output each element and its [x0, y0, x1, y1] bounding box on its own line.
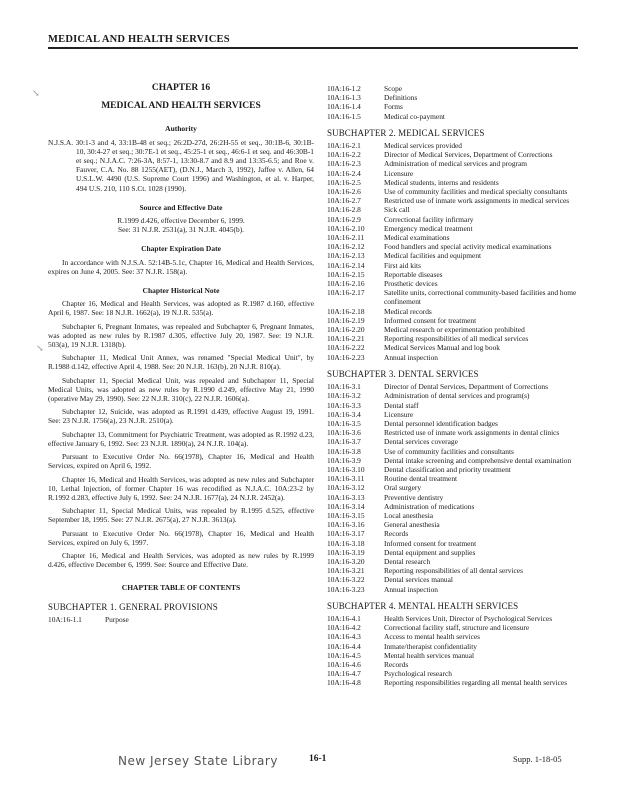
- toc-entry-title: Medical facilities and equipment: [384, 251, 482, 261]
- toc-entry: [327, 224, 579, 233]
- toc-entry-title: Definitions: [384, 93, 418, 103]
- toc-entry-number: 10A:16-2.20: [327, 325, 365, 335]
- toc-entry-number: 10A:16-1.4: [327, 102, 361, 112]
- toc-entry: [327, 261, 579, 270]
- toc-entry-number: 10A:16-2.3: [327, 159, 361, 169]
- toc-entry-title: Administration of medical services and program: [384, 159, 528, 169]
- page-number: 16-1: [309, 754, 327, 764]
- toc-entry-title: Correctional facility infirmary: [384, 214, 474, 224]
- history-paragraph: Subchapter 11, Special Medical Unit, was repealed and Subchapter 11, Special Medical Units, was adopted as new rules by R.1990 d.249, effective May 21, 1990 (operative May 29, 1990). See: 22 N.J.R. 310(c), 22 N.J.R. 1606(a).: [48, 375, 314, 404]
- toc-entry-number: 10A:16-3.20: [327, 556, 365, 566]
- toc-entry: [327, 529, 579, 538]
- toc-entry-title: Preventive dentistry: [384, 492, 444, 502]
- toc-entry: [327, 169, 579, 178]
- toc-entry: [327, 474, 579, 483]
- history-paragraph: Subchapter 13, Commitment for Psychiatric Treatment, was adopted as R.1992 d.23, effective January 6, 1992. See: 23 N.J.R. 1890(a), 24 N.J.R. 104(a).: [48, 429, 314, 448]
- toc-entry: [327, 316, 579, 325]
- toc-entry-title: Informed consent for treatment: [384, 538, 477, 548]
- source-line: See: 31 N.J.R. 2531(a), 31 N.J.R. 4045(b).: [117, 225, 245, 235]
- toc-entry: [327, 614, 579, 623]
- toc-entry: [327, 382, 579, 391]
- toc-entry-title: Use of community facilities and consultants: [384, 446, 514, 456]
- left-column: [48, 84, 314, 624]
- subchapter-3-title: SUBCHAPTER 3. DENTAL SERVICES: [327, 368, 479, 379]
- toc-entry-number: 10A:16-3.10: [327, 464, 365, 474]
- toc-entry-number: 10A:16-2.1: [327, 141, 361, 151]
- toc-entry-number: 10A:16-2.6: [327, 187, 361, 197]
- toc-entry-number: 10A:16-2.13: [327, 251, 365, 261]
- source-line: R.1999 d.426, effective December 6, 1999.: [117, 216, 245, 226]
- toc-entry-number: 10A:16-1.5: [327, 111, 361, 121]
- toc-entry-title: Inmate/therapist confidentiality: [384, 641, 477, 651]
- toc-entry: [327, 456, 579, 465]
- toc-entry-number: 10A:16-3.12: [327, 483, 365, 493]
- toc-entry: [327, 502, 579, 511]
- toc-entry-number: 10A:16-1.2: [327, 84, 361, 93]
- toc-entry: [327, 353, 579, 362]
- toc-entry: [327, 178, 579, 187]
- subchapter-4-title: SUBCHAPTER 4. MENTAL HEALTH SERVICES: [327, 600, 519, 611]
- toc-entry: [327, 410, 579, 419]
- toc-entry-title: Director of Dental Services, Department of Corrections: [384, 382, 548, 392]
- margin-tick-mark: ↘: [32, 88, 40, 98]
- toc-entry-title: Restricted use of inmate work assignments in dental clinics: [384, 428, 560, 438]
- history-paragraph: Subchapter 11, Medical Unit Annex, was renamed "Special Medical Unit", by R.1988 d.142, effective April 4, 1988. See: 20 N.J.R. 163(b), 20 N.J.R. 810(a).: [48, 353, 314, 372]
- toc-entry-title: Medical research or experimentation prohibited: [384, 325, 525, 335]
- toc-entry-title: Reportable diseases: [384, 269, 443, 279]
- toc-entry-number: 10A:16-1.3: [327, 93, 361, 103]
- history-paragraph: Subchapter 11, Special Medical Units, was repealed by R.1995 d.525, effective September 18, 1995. See: 27 N.J.R. 2675(a), 27 N.J.R. 3613(a).: [48, 506, 314, 525]
- toc-entry: [327, 642, 579, 651]
- toc-entry-number: 10A:16-3.16: [327, 520, 365, 530]
- history-paragraph: Subchapter 6, Pregnant Inmates, was repealed and Subchapter 6, Pregnant Inmates, was adopted as new rules by R.1987 d.305, effective July 20, 1987. See: 19 N.J.R. 503(a), 19 N.J.R. 1318(b).: [48, 321, 314, 350]
- toc-entry-number: 10A:16-2.12: [327, 242, 365, 252]
- toc-entry: [327, 465, 579, 474]
- toc-entry: [327, 242, 579, 251]
- toc-entry: [327, 447, 579, 456]
- toc-entry-number: 10A:16-3.18: [327, 538, 365, 548]
- toc-entry-title: Dental classification and priority treatment: [384, 464, 511, 474]
- toc-entry-title: Reporting responsibilities of all medical services: [384, 334, 529, 344]
- toc-entry: [327, 343, 579, 352]
- running-header: MEDICAL AND HEALTH SERVICES: [48, 34, 230, 45]
- toc-entry-number: 10A:16-2.11: [327, 233, 365, 243]
- toc-entry-number: 10A:16-4.5: [327, 650, 361, 660]
- toc-entry-title: Emergency medical treatment: [384, 223, 473, 233]
- toc-entry: [327, 334, 579, 343]
- toc-entry: [327, 233, 579, 242]
- toc-entry-title: Routine dental treatment: [384, 474, 458, 484]
- toc-entry-number: 10A:16-2.17: [327, 288, 365, 298]
- history-paragraph: Pursuant to Executive Order No. 66(1978), Chapter 16, Medical and Health Services, expired on July 6, 1997.: [48, 528, 314, 547]
- toc-entry-title: Restricted use of inmate work assignments in medical services: [384, 196, 570, 206]
- toc-entry-title: Medical Services Manual and log book: [384, 343, 500, 353]
- toc-entry: [327, 566, 579, 575]
- toc-entry: [327, 483, 579, 492]
- toc-entry-title: Medical students, interns and residents: [384, 177, 499, 187]
- toc-entry: [327, 428, 579, 437]
- toc-entry-title: Dental research: [384, 556, 431, 566]
- toc-entry-title: Dental intake screening and comprehensive dental examination: [384, 455, 572, 465]
- toc-entry: [327, 557, 579, 566]
- toc-entry: [327, 632, 579, 641]
- toc-entry: [327, 520, 579, 529]
- toc-entry: [327, 548, 579, 557]
- toc-entry-title: Mental health services manual: [384, 650, 475, 660]
- toc-entry-number: 10A:16-3.1: [327, 382, 361, 392]
- toc-entry-title: Records: [384, 659, 409, 669]
- expiration-text: In accordance with N.J.S.A. 52:14B-5.1c, Chapter 16, Medical and Health Services, expires on June 4, 2005. See: 37 N.J.R. 158(a).: [48, 257, 314, 276]
- toc-entry: [327, 391, 579, 400]
- toc-entry: [327, 215, 579, 224]
- toc-entry-number: 10A:16-2.5: [327, 177, 361, 187]
- toc-entry: [327, 112, 579, 121]
- toc-entry-number: 10A:16-4.3: [327, 632, 361, 642]
- header-rule: [48, 47, 578, 49]
- toc-entry: [327, 419, 579, 428]
- source-block: [48, 216, 314, 234]
- toc-entry-number: 10A:16-4.8: [327, 678, 361, 688]
- subchapter-4-list: [327, 614, 579, 688]
- toc-entry: [327, 585, 579, 594]
- subchapter-2-title: SUBCHAPTER 2. MEDICAL SERVICES: [327, 127, 485, 138]
- toc-entry: [327, 150, 579, 159]
- library-watermark: New Jersey State Library: [118, 754, 278, 768]
- subchapter-1-title: SUBCHAPTER 1. GENERAL PROVISIONS: [48, 601, 218, 612]
- toc-entry-number: 10A:16-3.17: [327, 529, 365, 539]
- expiration-heading: Chapter Expiration Date: [141, 244, 221, 254]
- toc-entry-title: Dental services manual: [384, 575, 453, 585]
- toc-entry-number: 10A:16-2.22: [327, 343, 365, 353]
- toc-entry-number: 10A:16-2.18: [327, 306, 365, 316]
- toc-entry-title: Administration of dental services and program(s): [384, 391, 530, 401]
- toc-entry: [327, 678, 579, 687]
- toc-entry-title: Prosthetic devices: [384, 279, 438, 289]
- source-heading: Source and Effective Date: [139, 202, 223, 212]
- toc-entry: [327, 187, 579, 196]
- toc-entry-number: 10A:16-2.7: [327, 196, 361, 206]
- toc-entry: [327, 251, 579, 260]
- toc-entry-number: 10A:16-2.14: [327, 260, 365, 270]
- toc-entry-number: 10A:16-3.11: [327, 474, 365, 484]
- toc-entry-title: Psychological research: [384, 669, 452, 679]
- toc-entry-number: 10A:16-2.8: [327, 205, 361, 215]
- toc-entry-number: 10A:16-3.5: [327, 418, 361, 428]
- toc-entry: [327, 575, 579, 584]
- toc-entry-number: 10A:16-3.2: [327, 391, 361, 401]
- toc-entry-title: General anesthesia: [384, 520, 440, 530]
- toc-entry: [327, 279, 579, 288]
- toc-entry-title: Licensure: [384, 168, 414, 178]
- toc-entry-title: Satellite units, correctional community-based facilities and home confinement: [384, 288, 577, 307]
- toc-entry-number: 10A:16-3.6: [327, 428, 361, 438]
- toc-entry-number: 10A:16-2.9: [327, 214, 361, 224]
- toc-entry-title: Dental personnel identification badges: [384, 418, 498, 428]
- toc-entry-title: Scope: [384, 84, 403, 93]
- toc-entry: [327, 493, 579, 502]
- toc-entry-number: 10A:16-2.2: [327, 150, 361, 160]
- toc-entry-title: Reporting responsibilities of all dental services: [384, 566, 523, 576]
- toc-entry-number: 10A:16-2.10: [327, 223, 365, 233]
- toc-entry-number: 10A:16-3.14: [327, 501, 365, 511]
- toc-entry-title: First aid kits: [384, 260, 421, 270]
- margin-tick-mark: ↘: [36, 343, 44, 353]
- toc-entry-title: Correctional facility staff, structure and licensure: [384, 623, 530, 633]
- toc-entry-title: Medical examinations: [384, 233, 450, 243]
- toc-entry-number: 10A:16-1.1: [48, 614, 82, 624]
- toc-entry-number: 10A:16-3.23: [327, 584, 365, 594]
- subchapter-2-list: [327, 141, 579, 362]
- history-paragraph: Chapter 16, Medical and Health Services, was adopted as R.1987 d.160, effective April 6, 1987. See: 18 N.J.R. 1662(a), 19 N.J.R. 535(a).: [48, 299, 314, 318]
- toc-entry-title: Dental services coverage: [384, 437, 458, 447]
- chapter-number: CHAPTER 16: [151, 83, 211, 93]
- toc-entry-number: 10A:16-3.4: [327, 409, 361, 419]
- toc-entry-number: 10A:16-4.1: [327, 613, 361, 623]
- toc-entry-number: 10A:16-3.15: [327, 510, 365, 520]
- toc-entry-number: 10A:16-4.2: [327, 623, 361, 633]
- toc-entry-title: Records: [384, 529, 409, 539]
- toc-entry-title: Dental equipment and supplies: [384, 547, 476, 557]
- history-paragraph: Chapter 16, Medical and Health Services, was adopted as new rules and Subchapter 10, Lethal Injection, of former Chapter 16 was recodified as N.J.A.C. 10A:23-2 by R.1992 d.283, effective July 6, 1992. See: 24 N.J.R. 1677(a), 24 N.J.R. 2452(a).: [48, 474, 314, 502]
- toc-entry-title: Medical co-payment: [384, 111, 445, 121]
- toc-entry-number: 10A:16-2.21: [327, 334, 365, 344]
- toc-entry-number: 10A:16-3.8: [327, 446, 361, 456]
- toc-entry-number: 10A:16-3.19: [327, 547, 365, 557]
- toc-entry: [327, 511, 579, 520]
- toc-entry-title: Local anesthesia: [384, 510, 434, 520]
- toc-entry: [327, 325, 579, 334]
- toc-entry-title: Informed consent for treatment: [384, 315, 477, 325]
- toc-entry: [327, 93, 579, 102]
- subchapter-3-list: [327, 382, 579, 594]
- toc-entry: [327, 623, 579, 632]
- toc-entry-number: 10A:16-2.15: [327, 269, 365, 279]
- toc-entry-number: 10A:16-2.16: [327, 279, 365, 289]
- toc-entry-title: Oral surgery: [384, 483, 422, 493]
- toc-entry: [327, 307, 579, 316]
- toc-entry: [327, 205, 579, 214]
- history-heading: Chapter Historical Note: [142, 286, 220, 296]
- toc-entry-title: Annual inspection: [384, 584, 438, 594]
- toc-entry-title: Director of Medical Services, Department of Corrections: [384, 150, 553, 160]
- toc-entry-title: Purpose: [105, 614, 129, 624]
- toc-entry-number: 10A:16-3.22: [327, 575, 365, 585]
- toc-entry: [327, 669, 579, 678]
- toc-entry: [327, 102, 579, 111]
- toc-entry-title: Food handlers and special activity medical examinations: [384, 242, 552, 252]
- history-paragraph: Chapter 16, Medical and Health Services, was adopted as new rules by R.1999 d.426, effective December 6, 1999. See: Source and Effective Date.: [48, 550, 314, 570]
- toc-entry-title: Medical services provided: [384, 141, 462, 151]
- subchapter-1-list-cont: [327, 84, 579, 121]
- toc-entry: [327, 270, 579, 279]
- toc-entry-number: 10A:16-2.4: [327, 168, 361, 178]
- authority-text: N.J.S.A. 30:1-3 and 4, 33:1B-48 et seq.; 26:2D-27d, 26:2H-55 et seq., 30:1B-6, 30:1B-10, 30:4-27 et seq.; 30:7E-1 et seq., 45:25-1 et seq., 46:6-1 et seq. and 46:30B-1 et seq.; N.J.A.C. 7:26-3A, 8:57-1, 13:30-8.7 and 8.9 and 13:35-6.5; and Roe v. Fauver, C.A. No. 88 1255(AET), (D.N.J., March 3, 1992), Jaffee v. Allen, 64 U.S.L.W. 4490 (U.S. Supreme Court 1996) and Washington, et al. v. Harper, 494 U.S. 210, 110 S.Ct. 1028 (1990).: [48, 137, 314, 193]
- subchapter-1-list: [48, 615, 314, 624]
- toc-entry-title: Reporting responsibilities regarding all mental health services: [384, 678, 568, 688]
- toc-entry-number: 10A:16-4.4: [327, 641, 361, 651]
- toc-entry: [327, 539, 579, 548]
- chapter-title: MEDICAL AND HEALTH SERVICES: [101, 101, 261, 112]
- toc-entry-title: Forms: [384, 102, 403, 112]
- toc-entry-number: 10A:16-3.3: [327, 400, 361, 410]
- toc-entry-number: 10A:16-3.9: [327, 455, 361, 465]
- toc-entry-number: 10A:16-3.7: [327, 437, 361, 447]
- history-paragraph: Subchapter 12, Suicide, was adopted as R.1991 d.439, effective August 19, 1991. See: 23 N.J.R. 1756(a), 23 N.J.R. 2510(a).: [48, 407, 314, 426]
- toc-entry-number: 10A:16-3.21: [327, 566, 365, 576]
- toc-entry-number: 10A:16-2.23: [327, 352, 365, 362]
- toc-entry: [327, 437, 579, 446]
- toc-heading: CHAPTER TABLE OF CONTENTS: [121, 583, 241, 593]
- supplement-date: Supp. 1-18-05: [513, 754, 562, 764]
- toc-entry: [327, 84, 579, 93]
- toc-entry-number: 10A:16-4.7: [327, 669, 361, 679]
- right-column: [327, 84, 579, 688]
- toc-entry: [48, 615, 314, 624]
- toc-entry: [327, 196, 579, 205]
- toc-entry-title: Administration of medications: [384, 501, 475, 511]
- toc-entry-title: Dental staff: [384, 400, 419, 410]
- toc-entry: [327, 141, 579, 150]
- toc-entry: [327, 651, 579, 660]
- history-paragraph: Pursuant to Executive Order No. 66(1978), Chapter 16, Medical and Health Services, expired on April 6, 1992.: [48, 452, 314, 471]
- toc-entry-title: Licensure: [384, 409, 414, 419]
- toc-entry-number: 10A:16-4.6: [327, 659, 361, 669]
- toc-entry: [327, 660, 579, 669]
- toc-entry-title: Access to mental health services: [384, 632, 481, 642]
- toc-entry: [327, 159, 579, 168]
- toc-entry-title: Health Services Unit, Director of Psychological Services: [384, 613, 553, 623]
- toc-entry: [327, 288, 579, 306]
- toc-entry-title: Annual inspection: [384, 352, 438, 362]
- toc-entry: [327, 401, 579, 410]
- toc-entry-number: 10A:16-3.13: [327, 492, 365, 502]
- toc-entry-title: Sick call: [384, 205, 410, 215]
- toc-entry-title: Medical records: [384, 306, 432, 316]
- toc-entry-title: Use of community facilities and medical specialty consultants: [384, 187, 568, 197]
- toc-entry-number: 10A:16-2.19: [327, 315, 365, 325]
- authority-heading: Authority: [165, 124, 197, 134]
